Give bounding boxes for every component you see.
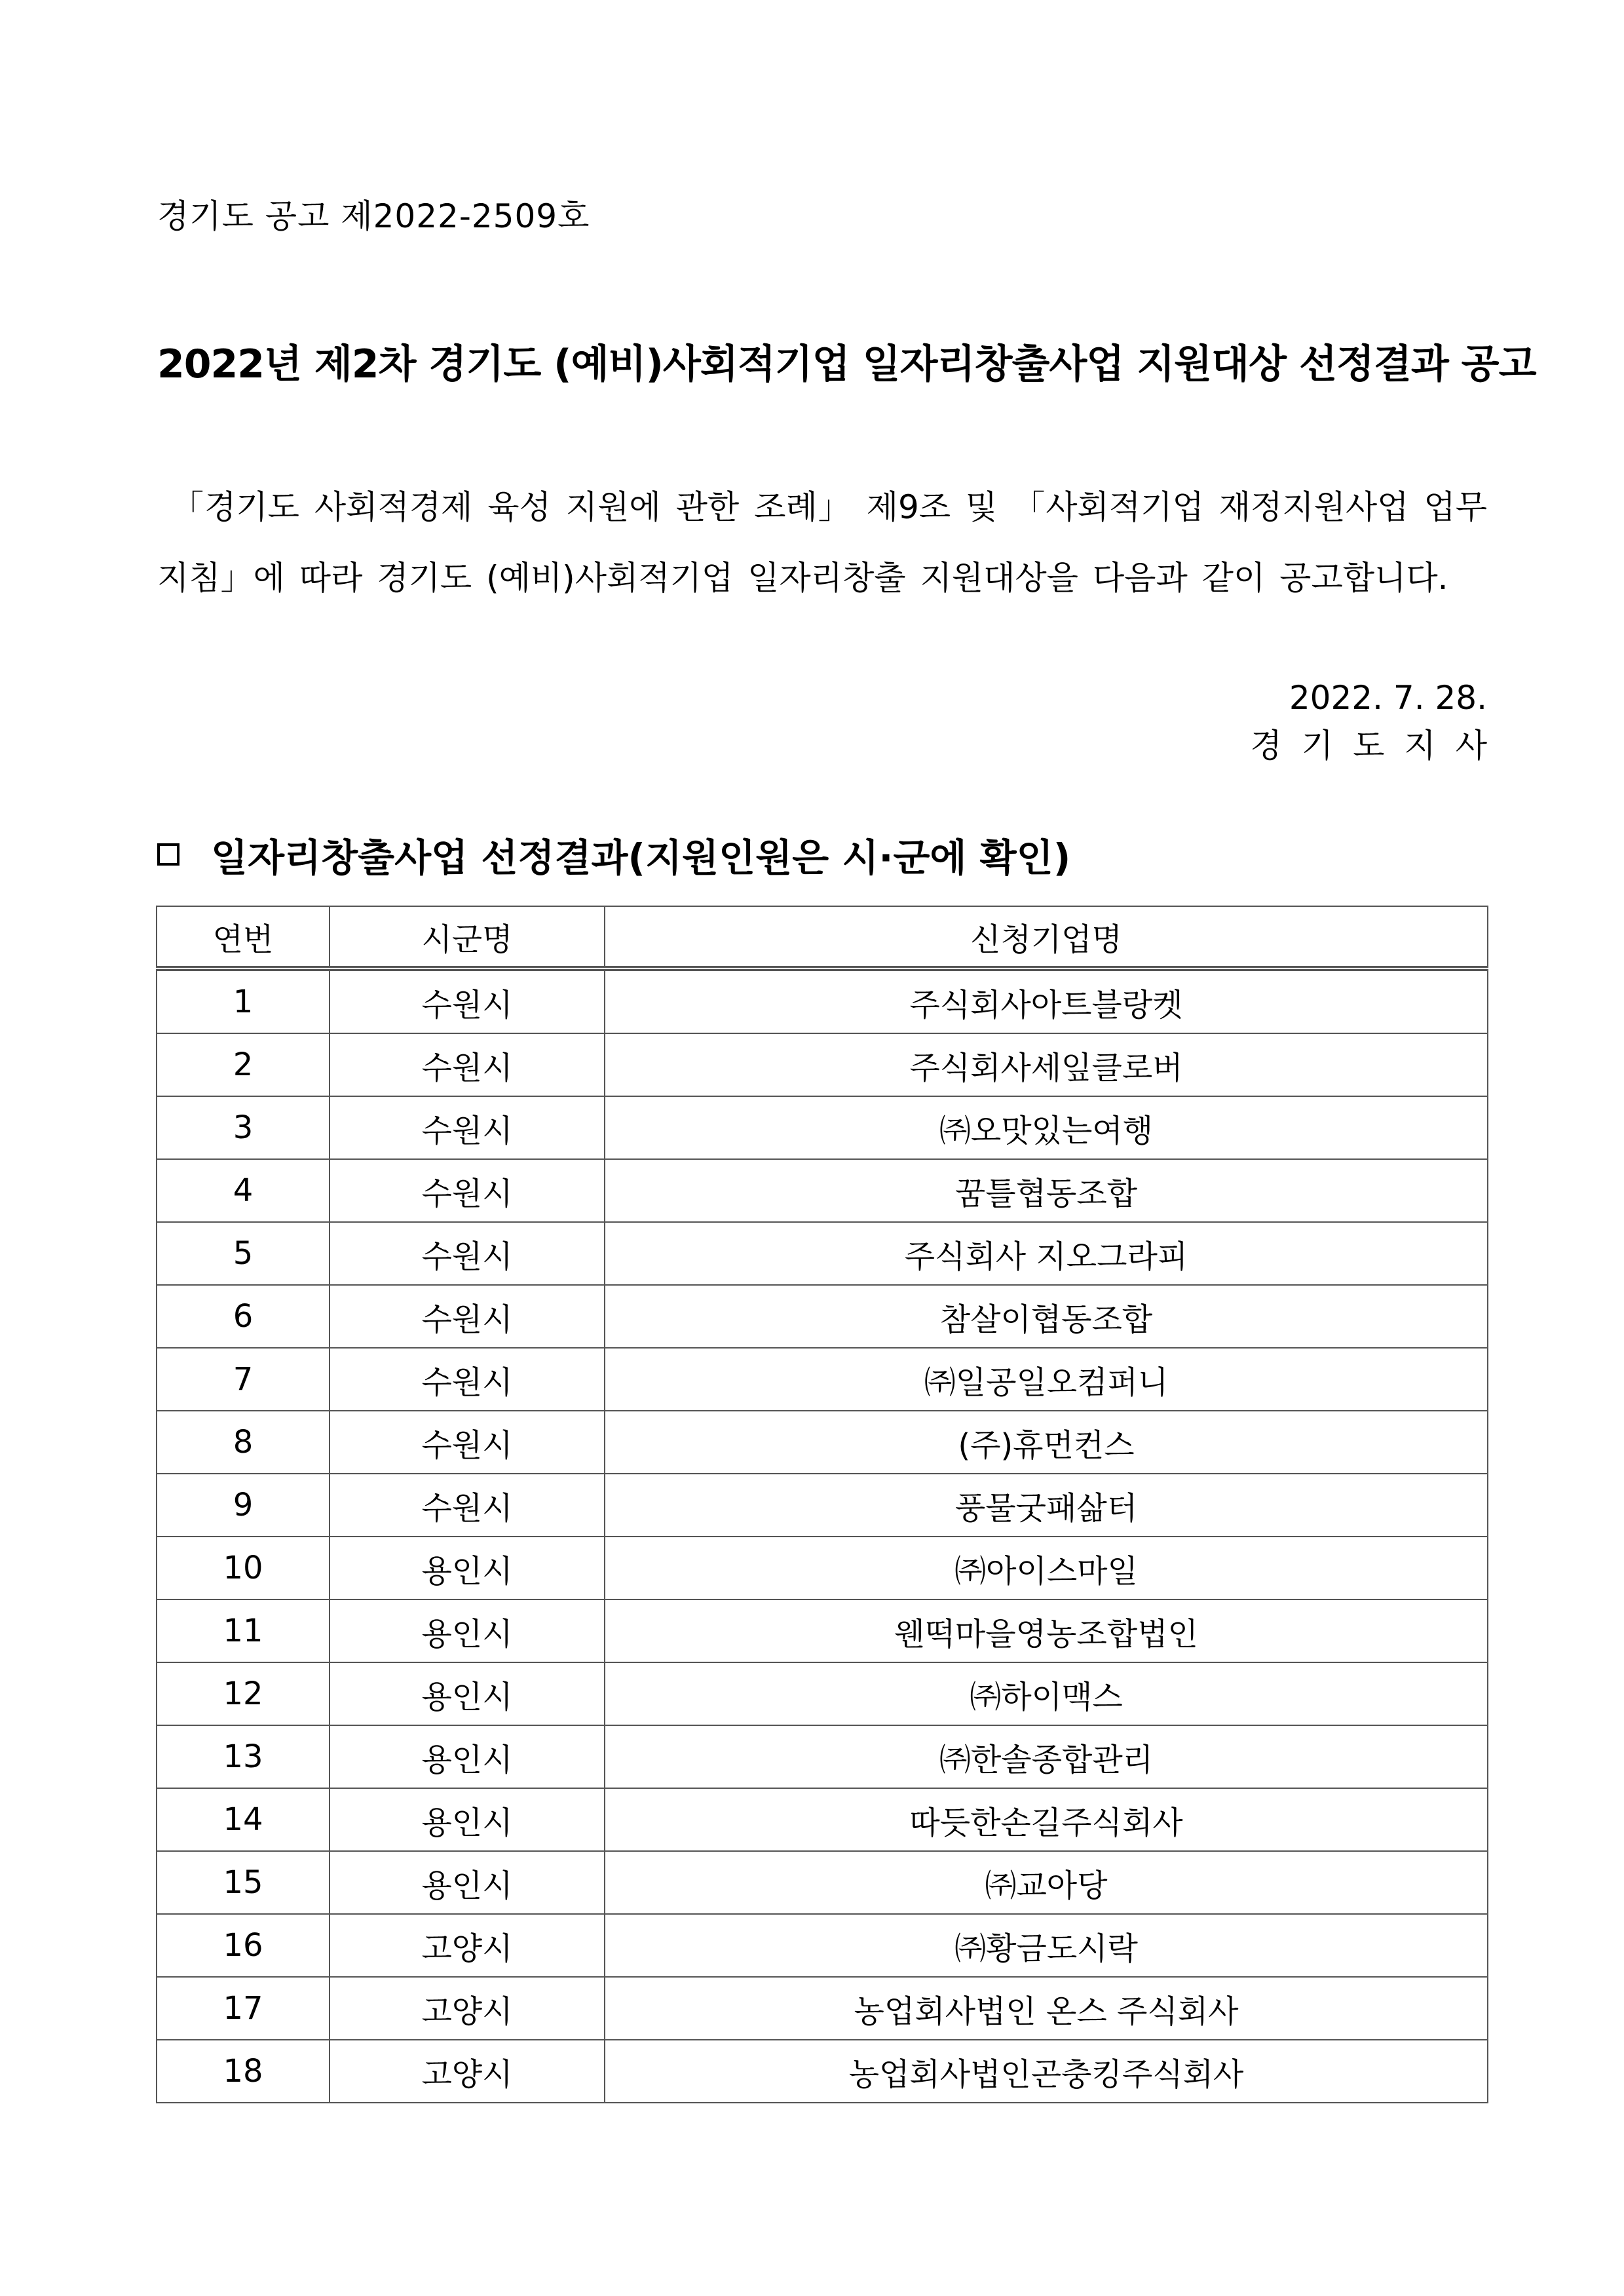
table-row <box>157 1411 1488 1474</box>
header-city: 시군명 <box>330 906 605 968</box>
header-company: 신청기업명 <box>605 906 1488 968</box>
row-no: 16 <box>157 1914 330 1977</box>
row-no: 6 <box>157 1285 330 1348</box>
row-city: 수원시 <box>330 968 605 1033</box>
row-city: 용인시 <box>330 1788 605 1851</box>
table-row <box>157 1914 1488 1977</box>
table-row <box>157 1348 1488 1411</box>
row-company: 꿈틀협동조합 <box>605 1159 1488 1222</box>
row-city: 수원시 <box>330 1285 605 1348</box>
table-row <box>157 1599 1488 1662</box>
table-row <box>157 1285 1488 1348</box>
row-city: 용인시 <box>330 1537 605 1599</box>
row-company: ㈜아이스마일 <box>605 1537 1488 1599</box>
table-row <box>157 968 1488 1033</box>
row-city: 고양시 <box>330 2040 605 2103</box>
row-company: ㈜오맛있는여행 <box>605 1096 1488 1159</box>
table-row <box>157 1977 1488 2040</box>
table-row <box>157 1662 1488 1725</box>
row-city: 수원시 <box>330 1474 605 1537</box>
row-city: 수원시 <box>330 1033 605 1096</box>
row-company: ㈜일공일오컴퍼니 <box>605 1348 1488 1411</box>
row-city: 용인시 <box>330 1662 605 1725</box>
table-row <box>157 1096 1488 1159</box>
row-no: 13 <box>157 1725 330 1788</box>
document-title: 2022년 제2차 경기도 (예비)사회적기업 일자리창출사업 지원대상 선정결과 공고 <box>157 341 1536 387</box>
row-no: 17 <box>157 1977 330 2040</box>
row-company: 웬떡마을영농조합법인 <box>605 1599 1488 1662</box>
row-company: ㈜하이맥스 <box>605 1662 1488 1725</box>
notice-date: 2022. 7. 28. <box>1289 679 1487 717</box>
row-no: 9 <box>157 1474 330 1537</box>
row-no: 12 <box>157 1662 330 1725</box>
table-body <box>157 968 1488 2103</box>
body-paragraph <box>157 472 1487 613</box>
row-company: 주식회사 지오그라피 <box>605 1222 1488 1285</box>
table-row <box>157 1725 1488 1788</box>
row-company: ㈜황금도시락 <box>605 1914 1488 1977</box>
table-row <box>157 2040 1488 2103</box>
row-company: 풍물굿패삶터 <box>605 1474 1488 1537</box>
notice-number: 경기도 공고 제2022-2509호 <box>157 197 590 235</box>
row-no: 2 <box>157 1033 330 1096</box>
row-no: 7 <box>157 1348 330 1411</box>
table-row <box>157 1222 1488 1285</box>
body-text: 「경기도 사회적경제 육성 지원에 관한 조례」 제9조 및 「사회적기업 재정지원사업 업무지침」에 따라 경기도 (예비)사회적기업 일자리창출 지원대상을 다음과 같이 공고합니다. <box>157 488 1487 597</box>
row-company: 따듯한손길주식회사 <box>605 1788 1488 1851</box>
signature: 경기도지사 <box>1250 727 1507 765</box>
results-table <box>156 906 1488 2103</box>
table-row <box>157 1474 1488 1537</box>
row-company: 주식회사세잎클로버 <box>605 1033 1488 1096</box>
checkbox-square-icon <box>157 843 179 866</box>
row-company: 농업회사법인곤충킹주식회사 <box>605 2040 1488 2103</box>
row-no: 14 <box>157 1788 330 1851</box>
row-city: 고양시 <box>330 1977 605 2040</box>
row-no: 18 <box>157 2040 330 2103</box>
row-no: 5 <box>157 1222 330 1285</box>
row-city: 수원시 <box>330 1159 605 1222</box>
row-company: ㈜한솔종합관리 <box>605 1725 1488 1788</box>
table-row <box>157 1851 1488 1914</box>
table-row <box>157 1033 1488 1096</box>
row-no: 8 <box>157 1411 330 1474</box>
row-no: 3 <box>157 1096 330 1159</box>
row-city: 수원시 <box>330 1348 605 1411</box>
row-city: 수원시 <box>330 1096 605 1159</box>
section-heading <box>157 827 1070 882</box>
row-no: 1 <box>157 968 330 1033</box>
table-row <box>157 1788 1488 1851</box>
row-no: 15 <box>157 1851 330 1914</box>
row-company: 참살이협동조합 <box>605 1285 1488 1348</box>
row-company: 주식회사아트블랑켓 <box>605 968 1488 1033</box>
table-row <box>157 1159 1488 1222</box>
row-city: 용인시 <box>330 1725 605 1788</box>
row-company: 농업회사법인 온스 주식회사 <box>605 1977 1488 2040</box>
table-row <box>157 1537 1488 1599</box>
row-no: 10 <box>157 1537 330 1599</box>
row-city: 수원시 <box>330 1222 605 1285</box>
row-city: 고양시 <box>330 1914 605 1977</box>
header-no: 연번 <box>157 906 330 968</box>
table-header-row <box>157 906 1488 968</box>
row-city: 수원시 <box>330 1411 605 1474</box>
row-city: 용인시 <box>330 1851 605 1914</box>
row-no: 4 <box>157 1159 330 1222</box>
row-company: ㈜교아당 <box>605 1851 1488 1914</box>
row-no: 11 <box>157 1599 330 1662</box>
section-heading-text: 일자리창출사업 선정결과(지원인원은 시·군에 확인) <box>211 835 1071 880</box>
row-city: 용인시 <box>330 1599 605 1662</box>
row-company: (주)휴먼컨스 <box>605 1411 1488 1474</box>
